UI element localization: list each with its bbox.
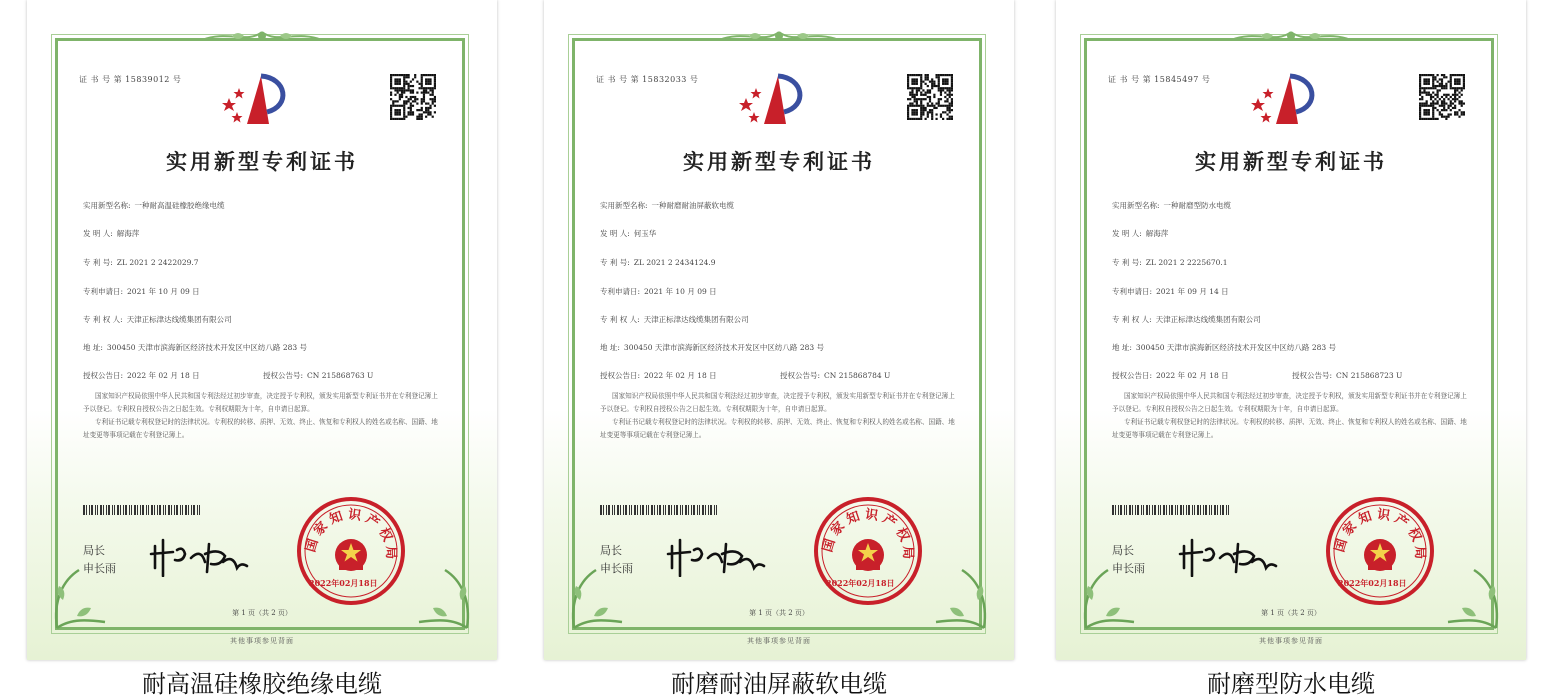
certificate-field [1112, 370, 1229, 381]
certificate-paper [1056, 0, 1526, 660]
corner-ornament-icon [1444, 560, 1504, 630]
field-value: 2021 年 09 月 14 日 [1156, 287, 1229, 296]
certificate-field [600, 200, 734, 211]
certificate-card-2 [544, 0, 1014, 700]
certificate-caption: 耐磨型防水电缆 [1207, 670, 1375, 698]
signature-icon [147, 532, 257, 577]
page-number: 第 1 页（共 2 页） [232, 609, 292, 617]
seal-text: 国家知识产权局 [820, 507, 916, 564]
certificate-title: 实用新型专利证书 [166, 149, 358, 174]
field-value: 天津正标津达线缆集团有限公司 [126, 315, 232, 324]
official-seal-icon [812, 495, 924, 607]
certificate-field [600, 228, 656, 239]
field-label: 发 明 人: [600, 229, 630, 238]
seal-text: 国家知识产权局 [303, 507, 399, 564]
signature-icon [1176, 532, 1286, 577]
footer-note: 其他事项参见背面 [230, 637, 294, 645]
barcode-icon [1112, 505, 1232, 515]
field-value: 300450 天津市滨海新区经济技术开发区中区纺八路 283 号 [106, 343, 308, 352]
patent-office-logo-icon [217, 72, 297, 128]
top-ornament-icon [192, 28, 332, 50]
certificate-field [600, 257, 716, 268]
official-seal-icon [295, 495, 407, 607]
body-paragraph: 专利证书记载专利权登记时的法律状况。专利权的转移、质押、无效、终止、恢复和专利权人的姓名或名称、国籍、地址变更等事项记载在专利登记簿上。 [1112, 418, 1467, 439]
top-ornament-icon [1221, 28, 1361, 50]
field-label: 实用新型名称: [1112, 201, 1160, 210]
certificate-field [600, 342, 824, 353]
signature-icon [664, 532, 774, 577]
field-value: 何玉华 [633, 229, 657, 238]
qr-code-icon [390, 74, 436, 120]
certificate-field [1112, 228, 1168, 239]
certificate-field [83, 314, 232, 325]
certificate-field [1112, 286, 1229, 297]
body-paragraph: 国家知识产权局依照中华人民共和国专利法经过初步审查，决定授予专利权，颁发实用新型专利证书并在专利登记簿上予以登记。专利权自授权公告之日起生效。专利权期限为十年，自申请日起算。 [83, 392, 438, 413]
page-number: 第 1 页（共 2 页） [1261, 609, 1321, 617]
certificate-field [83, 370, 200, 381]
field-value: 一种耐高温硅橡胶绝缘电缆 [134, 201, 225, 210]
field-value: 解海萍 [1145, 229, 1169, 238]
field-label: 发 明 人: [83, 229, 113, 238]
field-label: 专利申请日: [1112, 287, 1153, 296]
certificate-body-text [83, 390, 441, 442]
field-label: 专 利 号: [600, 258, 630, 267]
body-paragraph: 国家知识产权局依照中华人民共和国专利法经过初步审查，决定授予专利权，颁发实用新型专利证书并在专利登记簿上予以登记。专利权自授权公告之日起生效。专利权期限为十年，自申请日起算。 [600, 392, 955, 413]
certificate-field [1292, 370, 1402, 381]
corner-ornament-icon [415, 560, 475, 630]
certificate-body-text [600, 390, 958, 442]
official-seal-icon [1324, 495, 1436, 607]
barcode-icon [600, 505, 720, 515]
field-value: 2022 年 02 月 18 日 [1156, 371, 1229, 380]
field-value: 2022 年 02 月 18 日 [127, 371, 200, 380]
director-title: 局长 [1112, 545, 1134, 557]
field-label: 专 利 号: [1112, 258, 1142, 267]
certificate-card-1 [27, 0, 497, 700]
body-paragraph: 专利证书记载专利权登记时的法律状况。专利权的转移、质押、无效、终止、恢复和专利权人的姓名或名称、国籍、地址变更等事项记载在专利登记簿上。 [600, 418, 955, 439]
field-label: 实用新型名称: [600, 201, 648, 210]
certificate-number: 证 书 号 第 15832033 号 [596, 75, 699, 84]
certificate-number: 证 书 号 第 15839012 号 [79, 75, 182, 84]
certificate-caption: 耐高温硅橡胶绝缘电缆 [142, 670, 382, 698]
field-value: ZL 2021 2 2225670.1 [1145, 258, 1228, 267]
field-label: 专利申请日: [83, 287, 124, 296]
qr-code-icon [907, 74, 953, 120]
certificate-number: 证 书 号 第 15845497 号 [1108, 75, 1211, 84]
seal-date: 2022年02月18日 [309, 578, 378, 588]
field-value: CN 215868763 U [307, 371, 374, 380]
qr-code-icon [1419, 74, 1465, 120]
director-name: 申长雨 [600, 563, 633, 575]
field-label: 专 利 号: [83, 258, 113, 267]
barcode-icon [83, 505, 203, 515]
certificate-field [780, 370, 890, 381]
certificate-field [1112, 342, 1336, 353]
field-label: 发 明 人: [1112, 229, 1142, 238]
field-value: 300450 天津市滨海新区经济技术开发区中区纺八路 283 号 [623, 343, 825, 352]
top-ornament-icon [709, 28, 849, 50]
patent-office-logo-icon [1246, 72, 1326, 128]
field-label: 实用新型名称: [83, 201, 131, 210]
page-number: 第 1 页（共 2 页） [749, 609, 809, 617]
certificate-paper [27, 0, 497, 660]
seal-date: 2022年02月18日 [826, 578, 895, 588]
field-label: 地 址: [1112, 343, 1132, 352]
field-label: 地 址: [83, 343, 103, 352]
field-value: ZL 2021 2 2422029.7 [116, 258, 199, 267]
certificate-field [600, 314, 749, 325]
field-value: 一种耐磨型防水电缆 [1163, 201, 1232, 210]
field-value: 解海萍 [116, 229, 140, 238]
certificate-caption: 耐磨耐油屏蔽软电缆 [671, 670, 887, 698]
certificate-field [600, 286, 717, 297]
certificate-title: 实用新型专利证书 [683, 149, 875, 174]
certificate-field [600, 370, 717, 381]
certificate-body-text [1112, 390, 1470, 442]
certificate-field [83, 257, 199, 268]
certificate-field [1112, 257, 1228, 268]
field-label: 授权公告号: [780, 371, 821, 380]
field-label: 授权公告号: [1292, 371, 1333, 380]
field-label: 授权公告日: [1112, 371, 1153, 380]
field-label: 专利申请日: [600, 287, 641, 296]
certificate-field [83, 342, 307, 353]
field-value: 一种耐磨耐油屏蔽软电缆 [651, 201, 735, 210]
field-label: 专 利 权 人: [1112, 315, 1152, 324]
director-name: 申长雨 [1112, 563, 1145, 575]
certificate-field [83, 200, 225, 211]
certificate-field [1112, 314, 1261, 325]
body-paragraph: 专利证书记载专利权登记时的法律状况。专利权的转移、质押、无效、终止、恢复和专利权人的姓名或名称、国籍、地址变更等事项记载在专利登记簿上。 [83, 418, 438, 439]
field-value: 天津正标津达线缆集团有限公司 [1155, 315, 1261, 324]
director-name: 申长雨 [83, 563, 116, 575]
certificate-field [83, 286, 200, 297]
certificate-field [1112, 200, 1231, 211]
field-value: 2022 年 02 月 18 日 [644, 371, 717, 380]
certificate-card-3 [1056, 0, 1526, 700]
seal-text: 国家知识产权局 [1332, 507, 1428, 564]
director-title: 局长 [600, 545, 622, 557]
field-label: 专 利 权 人: [83, 315, 123, 324]
certificate-paper [544, 0, 1014, 660]
field-value: CN 215868784 U [824, 371, 891, 380]
field-value: 300450 天津市滨海新区经济技术开发区中区纺八路 283 号 [1135, 343, 1337, 352]
field-value: 天津正标津达线缆集团有限公司 [643, 315, 749, 324]
footer-note: 其他事项参见背面 [747, 637, 811, 645]
field-value: CN 215868723 U [1336, 371, 1403, 380]
field-value: ZL 2021 2 2434124.9 [633, 258, 716, 267]
certificate-field [83, 228, 139, 239]
footer-note: 其他事项参见背面 [1259, 637, 1323, 645]
patent-office-logo-icon [734, 72, 814, 128]
director-title: 局长 [83, 545, 105, 557]
corner-ornament-icon [932, 560, 992, 630]
body-paragraph: 国家知识产权局依照中华人民共和国专利法经过初步审查，决定授予专利权，颁发实用新型专利证书并在专利登记簿上予以登记。专利权自授权公告之日起生效。专利权期限为十年，自申请日起算。 [1112, 392, 1467, 413]
field-label: 授权公告日: [83, 371, 124, 380]
field-value: 2021 年 10 月 09 日 [644, 287, 717, 296]
field-label: 专 利 权 人: [600, 315, 640, 324]
field-value: 2021 年 10 月 09 日 [127, 287, 200, 296]
certificate-title: 实用新型专利证书 [1195, 149, 1387, 174]
field-label: 授权公告日: [600, 371, 641, 380]
seal-date: 2022年02月18日 [1338, 578, 1407, 588]
certificate-field [263, 370, 373, 381]
field-label: 授权公告号: [263, 371, 304, 380]
field-label: 地 址: [600, 343, 620, 352]
